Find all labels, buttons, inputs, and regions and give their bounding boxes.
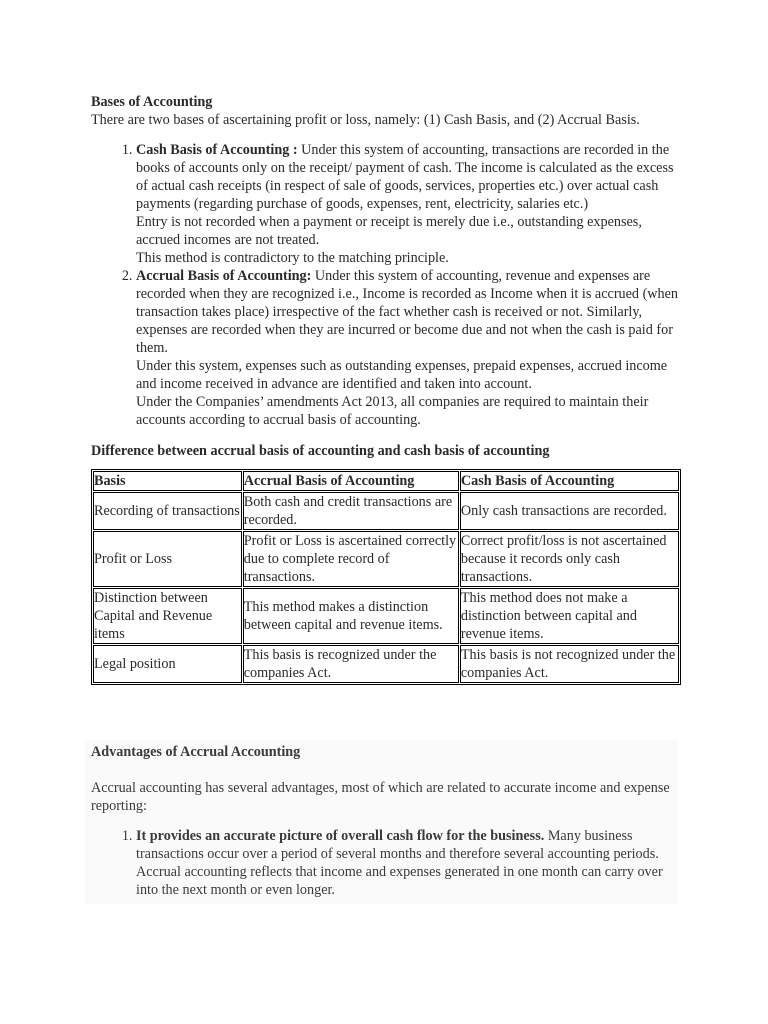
table-row xyxy=(93,531,679,587)
list-item-cash-basis xyxy=(136,141,683,267)
cash-basis-term: Cash Basis of Accounting : xyxy=(136,142,298,158)
list-item xyxy=(136,827,683,899)
table-cell: Recording of transactions xyxy=(93,492,242,530)
accrual-basis-term: Accrual Basis of Accounting: xyxy=(136,268,312,284)
accrual-basis-system-note: Under this system, expenses such as outstanding expenses, prepaid expenses, accrued income and income received in advance are identified and taken into account. xyxy=(136,358,668,392)
cash-basis-matching-note: This method is contradictory to the matching principle. xyxy=(136,250,449,266)
header-cash: Cash Basis of Accounting xyxy=(460,471,679,491)
main-content xyxy=(91,93,683,685)
table-cell: Correct profit/loss is not ascertained because it records only cash transactions. xyxy=(460,531,679,587)
accrual-basis-act-note: Under the Companies’ amendments Act 2013, all companies are required to maintain their accounts according to accrual basis of accounting. xyxy=(136,394,649,428)
bases-list xyxy=(91,141,683,429)
advantage-text: Many business transactions occur over a period of several months and therefore several accounting periods. Accrual accounting reflects that income and expenses generated in one month can carry over into the next month or even longer. xyxy=(136,828,663,898)
table-cell: Distinction between Capital and Revenue items xyxy=(93,588,242,644)
table-cell: This method makes a distinction between capital and revenue items. xyxy=(243,588,459,644)
table-row xyxy=(93,645,679,683)
table-cell: This basis is not recognized under the companies Act. xyxy=(460,645,679,683)
table-row xyxy=(93,492,679,530)
table-cell: Profit or Loss xyxy=(93,531,242,587)
table-cell: Both cash and credit transactions are recorded. xyxy=(243,492,459,530)
difference-heading: Difference between accrual basis of accounting and cash basis of accounting xyxy=(91,443,550,459)
table-header-row xyxy=(93,471,679,491)
intro-text: There are two bases of ascertaining profit or loss, namely: (1) Cash Basis, and (2) Accrual Basis. xyxy=(91,112,640,128)
header-basis: Basis xyxy=(93,471,242,491)
table-cell: Only cash transactions are recorded. xyxy=(460,492,679,530)
cash-basis-entry-note: Entry is not recorded when a payment or receipt is merely due i.e., outstanding expenses, accrued incomes are not treated. xyxy=(136,214,642,248)
page-title: Bases of Accounting xyxy=(91,94,213,110)
table-cell: Legal position xyxy=(93,645,242,683)
comparison-table xyxy=(91,469,681,685)
list-item-accrual-basis xyxy=(136,267,683,429)
header-accrual: Accrual Basis of Accounting xyxy=(243,471,459,491)
advantages-heading: Advantages of Accrual Accounting xyxy=(91,744,301,760)
table-cell: Profit or Loss is ascertained correctly due to complete record of transactions. xyxy=(243,531,459,587)
advantages-intro: Accrual accounting has several advantages, most of which are related to accurate income and expense reporting: xyxy=(91,780,670,814)
accrual-basis-description: Under this system of accounting, revenue and expenses are recorded when they are recognized i.e., Income is recorded as Income when it is accrued (when transaction takes place) irrespective of the fact whether cash is received or not. Similarly, expenses are recorded when they are incurred or become due and not when the cash is paid for them. xyxy=(136,268,679,356)
advantages-section xyxy=(91,743,683,899)
table-cell: This method does not make a distinction between capital and revenue items. xyxy=(460,588,679,644)
table-cell: This basis is recognized under the companies Act. xyxy=(243,645,459,683)
table-row xyxy=(93,588,679,644)
cash-basis-description: Under this system of accounting, transactions are recorded in the books of accounts only on the receipt/ payment of cash. The income is calculated as the excess of actual cash receipts (in respect of sale of goods, services, properties etc.) over actual cash payments (regarding purchase of goods, expenses, rent, electricity, salaries etc.) xyxy=(136,142,674,212)
advantages-list xyxy=(91,827,683,899)
advantage-term: It provides an accurate picture of overall cash flow for the business. xyxy=(136,828,545,844)
